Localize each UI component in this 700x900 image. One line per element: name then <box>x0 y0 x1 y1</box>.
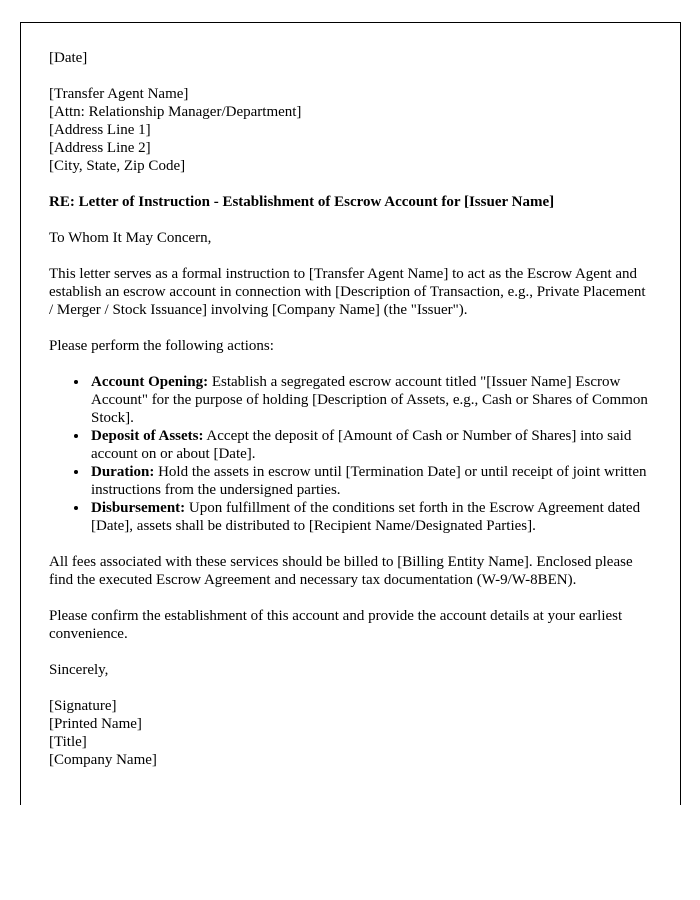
action-text: Establish a segregated escrow account titled "[Issuer Name] Escrow Account" for the purpose of holding [Description of Assets, e.g., Cash or Shares of Common Stock]. <box>91 374 648 426</box>
fees-paragraph: All fees associated with these services should be billed to [Billing Entity Name]. Enclosed please find the executed Escrow Agreement and necessary tax documentation (W-9/W-8BEN). <box>49 554 633 588</box>
action-item-duration <box>89 463 652 499</box>
action-label: Disbursement: <box>91 500 186 516</box>
action-label: Deposit of Assets: <box>91 428 204 444</box>
signature-line: [Signature] <box>49 698 117 714</box>
printed-name-line: [Printed Name] <box>49 716 142 732</box>
action-text: Hold the assets in escrow until [Termination Date] or until receipt of joint written instructions from the undersigned parties. <box>91 464 647 498</box>
date-line: [Date] <box>49 50 88 66</box>
letter-page <box>20 22 681 805</box>
action-item-account-opening <box>89 373 652 427</box>
action-item-disbursement <box>89 499 652 535</box>
action-label: Account Opening: <box>91 374 209 390</box>
subject-line: RE: Letter of Instruction - Establishment of Escrow Account for [Issuer Name] <box>49 194 555 210</box>
action-label: Duration: <box>91 464 155 480</box>
recipient-name-line: [Transfer Agent Name] <box>49 86 189 102</box>
action-item-deposit-of-assets <box>89 427 652 463</box>
title-line: [Title] <box>49 734 87 750</box>
intro-paragraph: This letter serves as a formal instruction to [Transfer Agent Name] to act as the Escrow Agent and establish an escrow account in connection with [Description of Transaction, e.g., Private Placement / Merger / Stock Issuance] involving [Company Name] (the "Issuer"). <box>49 266 646 318</box>
actions-list <box>49 373 652 535</box>
recipient-city-state-zip-line: [City, State, Zip Code] <box>49 158 186 174</box>
letter-body <box>21 23 680 769</box>
signature-block <box>49 697 652 769</box>
salutation-line: To Whom It May Concern, <box>49 230 212 246</box>
recipient-attn-line: [Attn: Relationship Manager/Department] <box>49 104 302 120</box>
closing-line: Sincerely, <box>49 662 109 678</box>
recipient-address-block <box>49 85 652 175</box>
action-text: Accept the deposit of [Amount of Cash or Number of Shares] into said account on or about [Date]. <box>91 428 632 462</box>
confirm-paragraph: Please confirm the establishment of this account and provide the account details at your earliest convenience. <box>49 608 623 642</box>
actions-lead-line: Please perform the following actions: <box>49 338 274 354</box>
recipient-address-line-2: [Address Line 2] <box>49 140 151 156</box>
company-name-line: [Company Name] <box>49 752 157 768</box>
action-text: Upon fulfillment of the conditions set forth in the Escrow Agreement dated [Date], assets shall be distributed to [Recipient Name/Designated Parties]. <box>91 500 641 534</box>
recipient-address-line-1: [Address Line 1] <box>49 122 151 138</box>
